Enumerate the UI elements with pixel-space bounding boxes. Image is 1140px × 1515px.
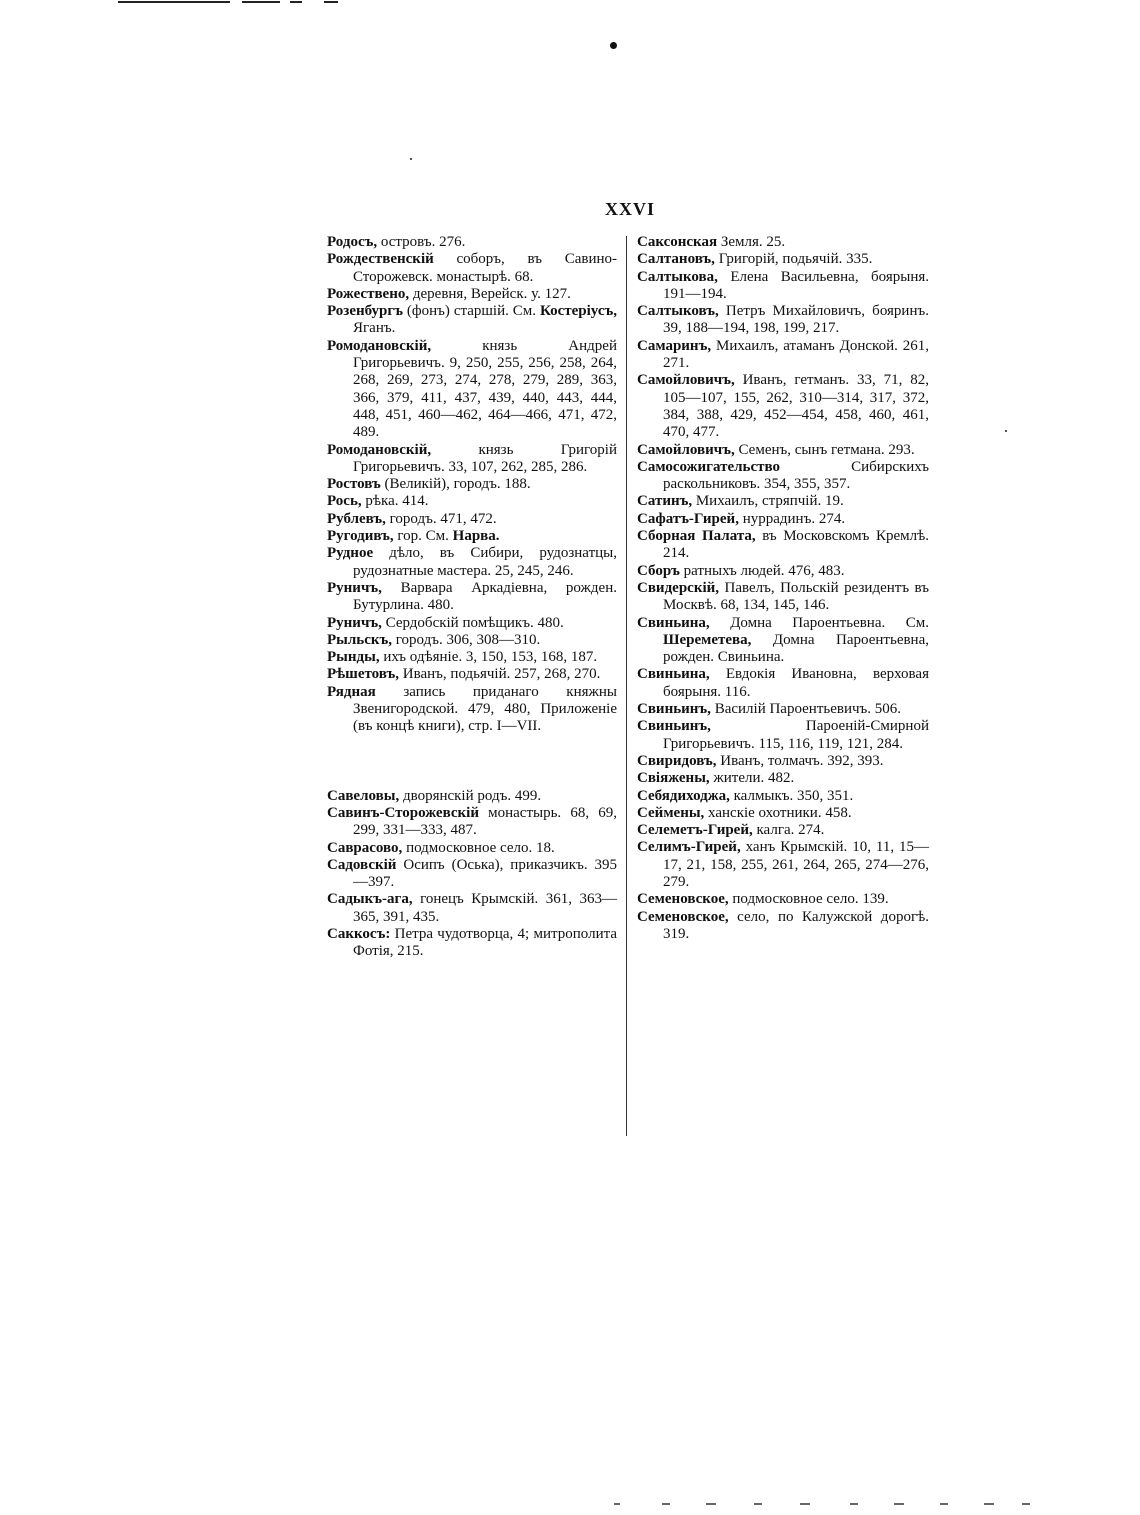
- entry-text: (фонъ) старшій. См.: [402, 303, 540, 320]
- entry-headword: Рынды,: [327, 649, 380, 666]
- entry-text: Иванъ, толмачъ. 392, 393.: [716, 752, 884, 769]
- index-entry: [327, 511, 617, 528]
- entry-headword: Савинъ-Сторожевскій: [327, 804, 479, 821]
- entry-text: гонецъ Крымскій. 361, 363—365, 391, 435.: [353, 891, 617, 925]
- index-entry: [327, 493, 617, 510]
- entry-cross-reference: Костеріусъ,: [539, 303, 617, 320]
- entry-headword: Салтыковъ,: [637, 303, 719, 320]
- index-section-s-continued: [637, 234, 929, 943]
- entry-text: соборъ, въ Савино-Сторожевск. монастырѣ. 68.: [353, 251, 617, 285]
- entry-headword: Саксонская: [637, 234, 718, 250]
- index-entry: [327, 442, 617, 477]
- entry-headword: Самосожигательство: [637, 458, 780, 475]
- index-entry: [327, 926, 617, 961]
- entry-headword: Рось,: [327, 493, 362, 510]
- entry-text: Сердобскій помѣщикъ. 480.: [381, 614, 564, 631]
- entry-text: село, по Калужской дорогѣ. 319.: [663, 908, 929, 942]
- entry-headword: Свиньинъ,: [637, 718, 711, 735]
- entry-headword: Сафатъ-Гирей,: [637, 510, 739, 527]
- entry-text: дѣло, въ Сибири, рудознатцы, рудознатные мастера. 25, 245, 246.: [353, 545, 617, 579]
- entry-text: ихъ одѣяніе. 3, 150, 153, 168, 187.: [379, 649, 598, 666]
- entry-headword: Рядная: [327, 683, 376, 700]
- index-entry: [327, 580, 617, 615]
- entry-text: ратныхъ людей. 476, 483.: [679, 562, 845, 579]
- entry-headword: Ростовъ: [327, 476, 381, 493]
- entry-headword: Саврасово,: [327, 839, 403, 856]
- index-column-left: [327, 234, 617, 961]
- entry-text: Григорій, подьячій. 335.: [714, 251, 873, 268]
- entry-headword: Садыкъ-ага,: [327, 891, 413, 908]
- entry-headword: Семеновское,: [637, 908, 729, 925]
- entry-headword: Семеновское,: [637, 891, 729, 908]
- entry-text: Василій Пароентьевичъ. 506.: [710, 701, 902, 718]
- entry-cross-reference: Нарва.: [452, 528, 500, 545]
- entry-text: островъ. 276.: [377, 234, 466, 250]
- entry-text: Иванъ, подьячій. 257, 268, 270.: [399, 666, 601, 683]
- entry-cross-reference: Шереметева,: [663, 631, 752, 648]
- entry-headword: Садовскій: [327, 856, 397, 873]
- column-divider: [626, 236, 627, 1136]
- entry-text: Яганъ.: [353, 320, 396, 337]
- index-entry: [327, 632, 617, 649]
- index-entry: [637, 701, 929, 718]
- entry-text: Иванъ, гетманъ. 33, 71, 82, 105—107, 155, 262, 310—314, 317, 372, 384, 388, 429, 452—454, 458, 460, 461, 470, 477.: [663, 372, 929, 441]
- entry-headword: Ромодановскій,: [327, 337, 432, 354]
- index-entry: [327, 857, 617, 892]
- entry-headword: Руничъ,: [327, 614, 382, 631]
- index-entry: [327, 528, 617, 545]
- index-entry: [327, 891, 617, 926]
- entry-text: калга. 274.: [752, 822, 825, 839]
- entry-text: жители. 482.: [709, 770, 795, 787]
- entry-headword: Сатинъ,: [637, 493, 693, 510]
- entry-text: Михаилъ, атаманъ Донской. 261, 271.: [663, 337, 929, 372]
- entry-text: ханскіе охотники. 458.: [704, 804, 852, 821]
- index-entry: [637, 788, 929, 805]
- index-section-r: [327, 234, 617, 736]
- entry-text: князь Григорій Григорьевичъ. 33, 107, 262, 285, 286.: [353, 441, 617, 475]
- entry-headword: Свидерскій,: [637, 579, 720, 596]
- index-entry: [637, 459, 929, 494]
- entry-headword: Сеймены,: [637, 804, 705, 821]
- index-entry: [327, 666, 617, 683]
- entry-headword: Рыльскъ,: [327, 631, 393, 648]
- entry-text: гор. См.: [393, 528, 453, 545]
- index-entry: [637, 372, 929, 441]
- index-entry: [327, 615, 617, 632]
- ink-dot: [610, 42, 617, 49]
- entry-text: городъ. 471, 472.: [385, 510, 497, 527]
- ink-speck: [410, 158, 412, 160]
- index-entry: [327, 805, 617, 840]
- index-entry: [637, 839, 929, 891]
- entry-headword: Розенбургъ: [327, 303, 403, 320]
- entry-text: подмосковное село. 18.: [402, 839, 555, 856]
- entry-text: князь Андрей Григорьевичъ. 9, 250, 255, 256, 258, 264, 268, 269, 273, 274, 278, 279, 289, 363, 366, 379, 411, 437, 439, 440, 443, 444, 448, 451, 460—462, 464—466, 471, 472, 489.: [353, 337, 617, 441]
- entry-headword: Рѣшетовъ,: [327, 666, 400, 683]
- entry-text: рѣка. 414.: [361, 493, 429, 510]
- index-entry: [637, 822, 929, 839]
- index-entry: [637, 511, 929, 528]
- index-entry: [327, 476, 617, 493]
- index-entry: [637, 718, 929, 753]
- entry-headword: Руничъ,: [327, 579, 382, 596]
- entry-text: дворянскій родъ. 499.: [399, 787, 542, 804]
- bottom-edge-marks: [614, 1502, 1034, 1508]
- index-entry: [637, 269, 929, 304]
- ink-speck: [1005, 430, 1007, 432]
- entry-text: Елена Васильевна, боярыня. 191—194.: [663, 268, 929, 302]
- index-entry: [637, 891, 929, 908]
- entry-headword: Свиньина,: [637, 614, 710, 631]
- entry-text: Сибирскихъ раскольниковъ. 354, 355, 357.: [663, 458, 929, 493]
- entry-text: запись приданаго княжны Звенигородской. 479, 480, Приложеніе (въ концѣ книги), стр. I—VII.: [353, 683, 617, 735]
- entry-headword: Сборъ: [637, 562, 680, 579]
- entry-text: Пароеній-Смирной Григорьевичъ. 115, 116, 119, 121, 284.: [663, 718, 929, 752]
- entry-headword: Рублевъ,: [327, 510, 386, 527]
- entry-text: Земля. 25.: [717, 234, 786, 250]
- entry-headword: Саккосъ:: [327, 925, 391, 942]
- index-entry: [327, 303, 617, 338]
- index-entry: [637, 666, 929, 701]
- index-entry: [327, 286, 617, 303]
- index-entry: [327, 684, 617, 736]
- entry-headword: Селеметъ-Гирей,: [637, 822, 753, 839]
- index-entry: [327, 545, 617, 580]
- entry-text: въ Московскомъ Кремлѣ. 214.: [663, 528, 929, 562]
- page-number: XXVI: [604, 199, 655, 219]
- index-entry: [327, 251, 617, 286]
- top-edge-rule: [118, 0, 340, 6]
- entry-text: Домна Пароентьевна. См.: [709, 614, 929, 631]
- entry-headword: Свиньина,: [637, 666, 710, 683]
- entry-headword: Самойловичъ,: [637, 441, 735, 458]
- index-entry: [637, 770, 929, 787]
- entry-headword: Селимъ-Гирей,: [637, 839, 741, 856]
- index-entry: [637, 493, 929, 510]
- index-entry: [637, 234, 929, 251]
- entry-headword: Ругодивъ,: [327, 528, 394, 545]
- index-entry: [637, 909, 929, 944]
- entry-headword: Себядиходжа,: [637, 787, 730, 804]
- index-entry: [637, 615, 929, 667]
- entry-text: подмосковное село. 139.: [728, 891, 889, 908]
- entry-headword: Рождественскій: [327, 251, 434, 268]
- index-entry: [637, 303, 929, 338]
- entry-text: Петръ Михайловичъ, бояринъ. 39, 188—194, 198, 199, 217.: [663, 303, 929, 337]
- index-entry: [637, 528, 929, 563]
- entry-text: Осипъ (Оська), приказчикъ. 395—397.: [353, 856, 617, 891]
- index-column-right: [637, 234, 929, 943]
- index-entry: [327, 788, 617, 805]
- entry-headword: Самаринъ,: [637, 337, 712, 354]
- entry-text: монастырь. 68, 69, 299, 331—333, 487.: [353, 804, 617, 839]
- entry-text: Варвара Аркадіевна, рожден. Бутурлина. 480.: [353, 579, 617, 614]
- index-entry: [637, 563, 929, 580]
- entry-text: (Великій), городъ. 188.: [380, 476, 531, 493]
- entry-text: Евдокія Ивановна, верховая боярыня. 116.: [663, 666, 929, 700]
- entry-headword: Сборная Палата,: [637, 528, 756, 545]
- index-entry: [327, 649, 617, 666]
- entry-headword: Салтыкова,: [637, 268, 718, 285]
- index-entry: [637, 442, 929, 459]
- section-gap: [327, 736, 617, 788]
- entry-text: Михаилъ, стряпчій. 19.: [692, 493, 844, 510]
- entry-headword: Свіяжены,: [637, 770, 710, 787]
- index-entry: [637, 580, 929, 615]
- entry-text: нуррадинъ. 274.: [738, 510, 846, 527]
- index-entry: [327, 840, 617, 857]
- entry-text: Павелъ, Польскій резидентъ въ Москвѣ. 68, 134, 145, 146.: [663, 579, 929, 614]
- entry-headword: Рожествено,: [327, 285, 410, 302]
- entry-headword: Савеловы,: [327, 787, 400, 804]
- entry-text: калмыкъ. 350, 351.: [729, 787, 854, 804]
- entry-text: городъ. 306, 308—310.: [392, 631, 541, 648]
- index-section-s: [327, 788, 617, 961]
- entry-text: ханъ Крымскій. 10, 11, 15—17, 21, 158, 255, 261, 264, 265, 274—276, 279.: [663, 839, 929, 890]
- index-entry: [327, 338, 617, 442]
- entry-headword: Родосъ,: [327, 234, 378, 250]
- index-entry: [637, 338, 929, 373]
- entry-text: Домна Пароентьевна, рожден. Свиньина.: [663, 631, 929, 666]
- entry-headword: Свиридовъ,: [637, 752, 717, 769]
- entry-headword: Салтановъ,: [637, 251, 715, 268]
- entry-text: деревня, Верейск. у. 127.: [409, 285, 571, 302]
- index-entry: [327, 234, 617, 251]
- entry-headword: Ромодановскій,: [327, 441, 432, 458]
- entry-text: Петра чудотворца, 4; митрополита Фотія, 215.: [353, 925, 617, 960]
- index-entry: [637, 251, 929, 268]
- entry-headword: Рудное: [327, 545, 374, 562]
- entry-headword: Свиньинъ,: [637, 701, 711, 718]
- entry-text: Семенъ, сынъ гетмана. 293.: [734, 441, 915, 458]
- index-entry: [637, 805, 929, 822]
- entry-headword: Самойловичъ,: [637, 372, 735, 389]
- index-entry: [637, 753, 929, 770]
